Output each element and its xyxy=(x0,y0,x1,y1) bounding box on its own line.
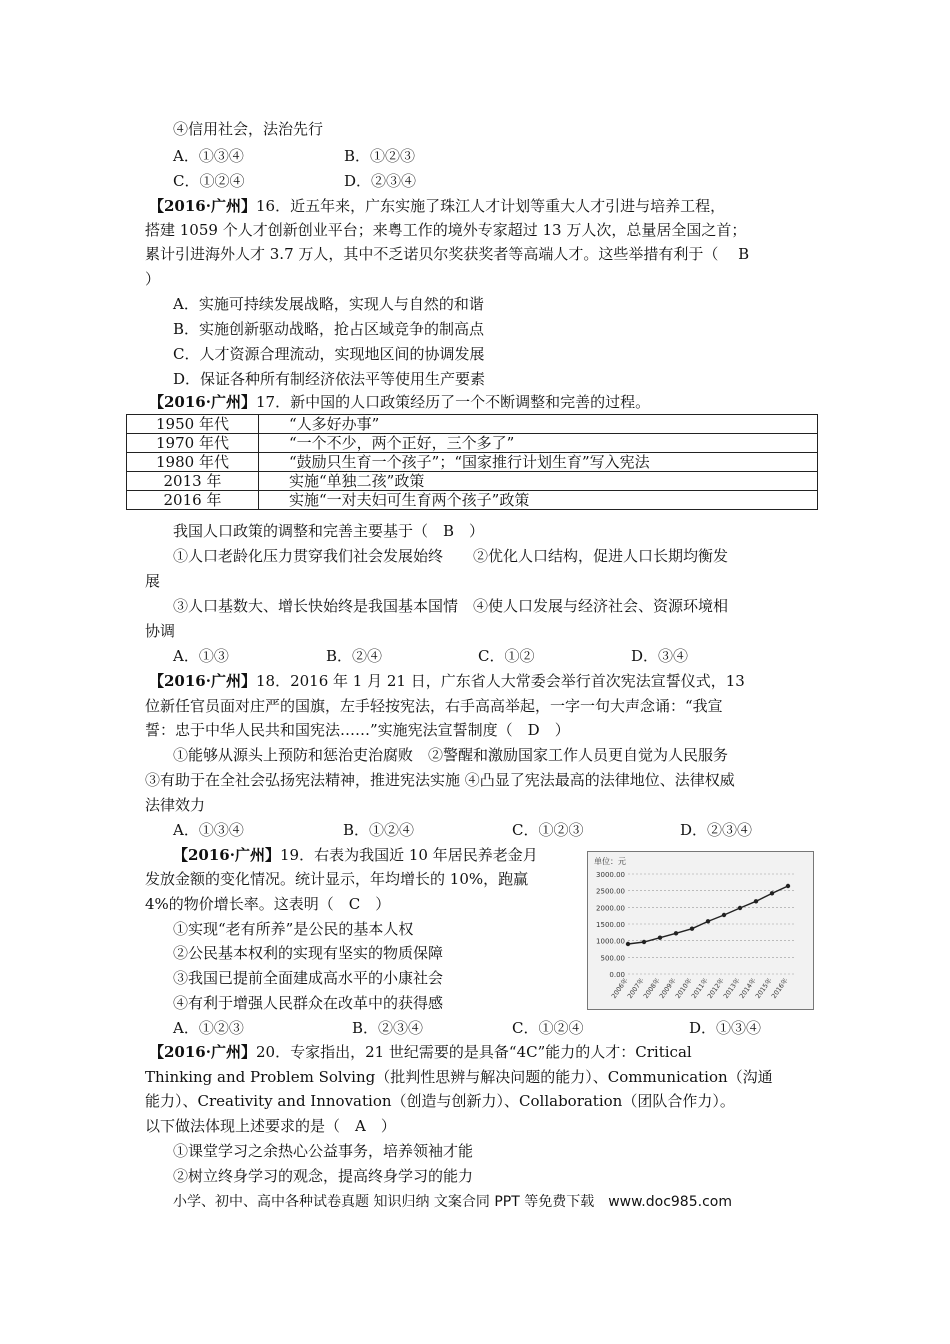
text-line: 累计引进海外人才 3.7 万人，其中不乏诺贝尔奖获奖者等高端人才。这些举措有利于（ B xyxy=(145,245,750,263)
question-18-line xyxy=(149,671,745,691)
text-line: ①人口老龄化压力贯穿我们社会发展始终 ②优化人口结构，促进人口长期均衡发 xyxy=(173,547,729,565)
text-line: ②树立终身学习的观念，提高终身学习的能力 xyxy=(173,1167,474,1185)
pension-series-line xyxy=(628,886,788,944)
option-a: A．实施可持续发展战略，实现人与自然的和谐 xyxy=(173,295,484,313)
text-line: 能力）、Creativity and Innovation（创造与创新力）、Collaboration（团队合作力）。 xyxy=(145,1092,735,1110)
text-line: ①课堂学习之余热心公益事务，培养领袖才能 xyxy=(173,1142,474,1160)
text-line: 协调 xyxy=(145,622,176,640)
text-line: Thinking and Problem Solving（批判性思辨与解决问题的能力）、Communication（沟通 xyxy=(145,1068,773,1086)
text-line: 以下做法体现上述要求的是（ A ） xyxy=(145,1117,396,1135)
pension-line-chart xyxy=(588,852,813,1009)
pension-chart xyxy=(587,851,814,1010)
x-tick-label: 2013年 xyxy=(721,976,742,1001)
text-line: ③人口基数大、增长快始终是我国基本国情 ④使人口发展与经济社会、资源环境相 xyxy=(173,597,729,615)
option-c: C．①②④ xyxy=(512,1019,584,1037)
option-b: B．①②③ xyxy=(344,147,416,165)
text-line: 誓：忠于中华人民共和国宪法……”实施宪法宣誓制度（ D ） xyxy=(145,721,570,739)
x-tick-label: 2009年 xyxy=(657,976,678,1001)
table-cell-year: 1950 年代 xyxy=(127,415,259,434)
x-tick-label: 2011年 xyxy=(689,976,710,1001)
y-tick-label: 3000.00 xyxy=(596,871,625,879)
y-tick-label: 1500.00 xyxy=(596,921,625,929)
data-point xyxy=(706,919,710,923)
question-text: 17．新中国的人口政策经历了一个不断调整和完善的过程。 xyxy=(255,393,651,411)
question-19-line xyxy=(173,845,538,865)
x-tick-label: 2016年 xyxy=(769,976,790,1001)
table-cell-year: 2013 年 xyxy=(127,472,259,491)
question-source-tag: 【2016·广州】 xyxy=(149,393,256,411)
text-line: 位新任官员面对庄严的国旗，左手轻按宪法，右手高高举起，一字一句大声念诵：“我宣 xyxy=(145,697,723,715)
option-b: B．实施创新驱动战略，抢占区域竞争的制高点 xyxy=(173,320,485,338)
table-cell-policy: “人多好办事” xyxy=(259,415,818,434)
option-c: C．①②③ xyxy=(512,821,584,839)
option-d: D．①③④ xyxy=(689,1019,762,1037)
text-line: 法律效力 xyxy=(145,796,206,814)
table-cell-year: 2016 年 xyxy=(127,491,259,510)
data-point xyxy=(722,913,726,917)
option-a: A．①③ xyxy=(173,647,229,665)
text-line: 4%的物价增长率。这表明（ C ） xyxy=(145,895,391,913)
question-text: 20．专家指出，21 世纪需要的是具备“4C”能力的人才：Critical xyxy=(255,1043,692,1061)
text-line: ④信用社会，法治先行 xyxy=(173,120,324,138)
data-point xyxy=(642,940,646,944)
data-point xyxy=(690,926,694,930)
question-16-line xyxy=(149,196,725,216)
text-line: ③有助于在全社会弘扬宪法精神，推进宪法实施 ④凸显了宪法最高的法律地位、法律权威 xyxy=(145,771,735,789)
option-c: C．人才资源合理流动，实现地区间的协调发展 xyxy=(173,345,485,363)
option-b: B．②③④ xyxy=(352,1019,424,1037)
question-17-line xyxy=(149,392,650,412)
data-point xyxy=(786,884,790,888)
population-policy-table xyxy=(126,414,818,510)
question-20-line xyxy=(149,1042,692,1062)
text-line: ④有利于增强人民群众在改革中的获得感 xyxy=(173,994,444,1012)
question-text: 19．右表为我国近 10 年居民养老金月 xyxy=(279,846,538,864)
option-d: D．保证各种所有制经济依法平等使用生产要素 xyxy=(173,370,486,388)
text-line: 发放金额的变化情况。统计显示，年均增长的 10%，跑赢 xyxy=(145,870,529,888)
table-cell-policy: 实施“一对夫妇可生育两个孩子”政策 xyxy=(259,491,818,510)
text-line: ①能够从源头上预防和惩治吏治腐败 ②警醒和激励国家工作人员更自觉为人民服务 xyxy=(173,746,729,764)
x-tick-label: 2012年 xyxy=(705,976,726,1001)
data-point xyxy=(770,891,774,895)
x-tick-label: 2006年 xyxy=(609,976,630,1001)
question-text: 18．2016 年 1 月 21 日，广东省人大常委会举行首次宪法宣誓仪式，13 xyxy=(255,672,745,690)
text-line: ②公民基本权利的实现有坚实的物质保障 xyxy=(173,944,444,962)
option-a: A．①③④ xyxy=(173,821,244,839)
text-line: 我国人口政策的调整和完善主要基于（ B ） xyxy=(173,522,485,540)
question-source-tag: 【2016·广州】 xyxy=(149,1043,256,1061)
page-footer: 小学、初中、高中各种试卷真题 知识归纳 文案合同 PPT 等免费下载 www.doc985.com xyxy=(173,1194,732,1210)
option-a: A．①②③ xyxy=(173,1019,244,1037)
text-line: ①实现“老有所养”是公民的基本人权 xyxy=(173,920,414,938)
data-point xyxy=(674,931,678,935)
y-tick-label: 0.00 xyxy=(609,971,625,979)
x-tick-label: 2014年 xyxy=(737,976,758,1001)
table-row xyxy=(127,453,818,472)
option-b: B．①②④ xyxy=(343,821,415,839)
y-tick-label: 1000.00 xyxy=(596,937,625,946)
question-text: 16．近五年来，广东实施了珠江人才计划等重大人才引进与培养工程， xyxy=(255,197,726,215)
option-d: D．②③④ xyxy=(680,821,753,839)
y-tick-label: 2000.00 xyxy=(596,904,625,913)
table-cell-year: 1980 年代 xyxy=(127,453,259,472)
table-row xyxy=(127,472,818,491)
data-point xyxy=(658,935,662,939)
y-axis-unit-label: 单位：元 xyxy=(594,857,626,866)
option-a: A．①③④ xyxy=(173,147,244,165)
x-tick-label: 2015年 xyxy=(753,976,774,1001)
text-line: ③我国已提前全面建成高水平的小康社会 xyxy=(173,969,444,987)
option-c: C．①② xyxy=(478,647,535,665)
x-tick-label: 2007年 xyxy=(625,976,646,1001)
option-b: B．②④ xyxy=(326,647,383,665)
table-row xyxy=(127,415,818,434)
option-d: D．③④ xyxy=(631,647,689,665)
question-source-tag: 【2016·广州】 xyxy=(173,846,280,864)
data-point xyxy=(754,899,758,903)
table-cell-policy: 实施“单独二孩”政策 xyxy=(259,472,818,491)
question-source-tag: 【2016·广州】 xyxy=(149,672,256,690)
data-point xyxy=(626,942,630,946)
table-row xyxy=(127,491,818,510)
text-line: 展 xyxy=(145,572,161,590)
x-tick-label: 2008年 xyxy=(641,976,662,1001)
text-line: ） xyxy=(145,270,161,288)
text-line: 搭建 1059 个人才创新创业平台；来粤工作的境外专家超过 13 万人次，总量居全国之首； xyxy=(145,221,747,239)
x-tick-label: 2010年 xyxy=(673,976,694,1001)
table-row xyxy=(127,434,818,453)
option-d: D．②③④ xyxy=(344,172,417,190)
table-cell-policy: “一个不少，两个正好，三个多了” xyxy=(259,434,818,453)
data-point xyxy=(738,906,742,910)
table-cell-year: 1970 年代 xyxy=(127,434,259,453)
y-tick-label: 500.00 xyxy=(600,954,625,963)
question-source-tag: 【2016·广州】 xyxy=(149,197,256,215)
table-cell-policy: “鼓励只生育一个孩子”；“国家推行计划生育”写入宪法 xyxy=(259,453,818,472)
option-c: C．①②④ xyxy=(173,172,245,190)
y-tick-label: 2500.00 xyxy=(596,887,625,896)
